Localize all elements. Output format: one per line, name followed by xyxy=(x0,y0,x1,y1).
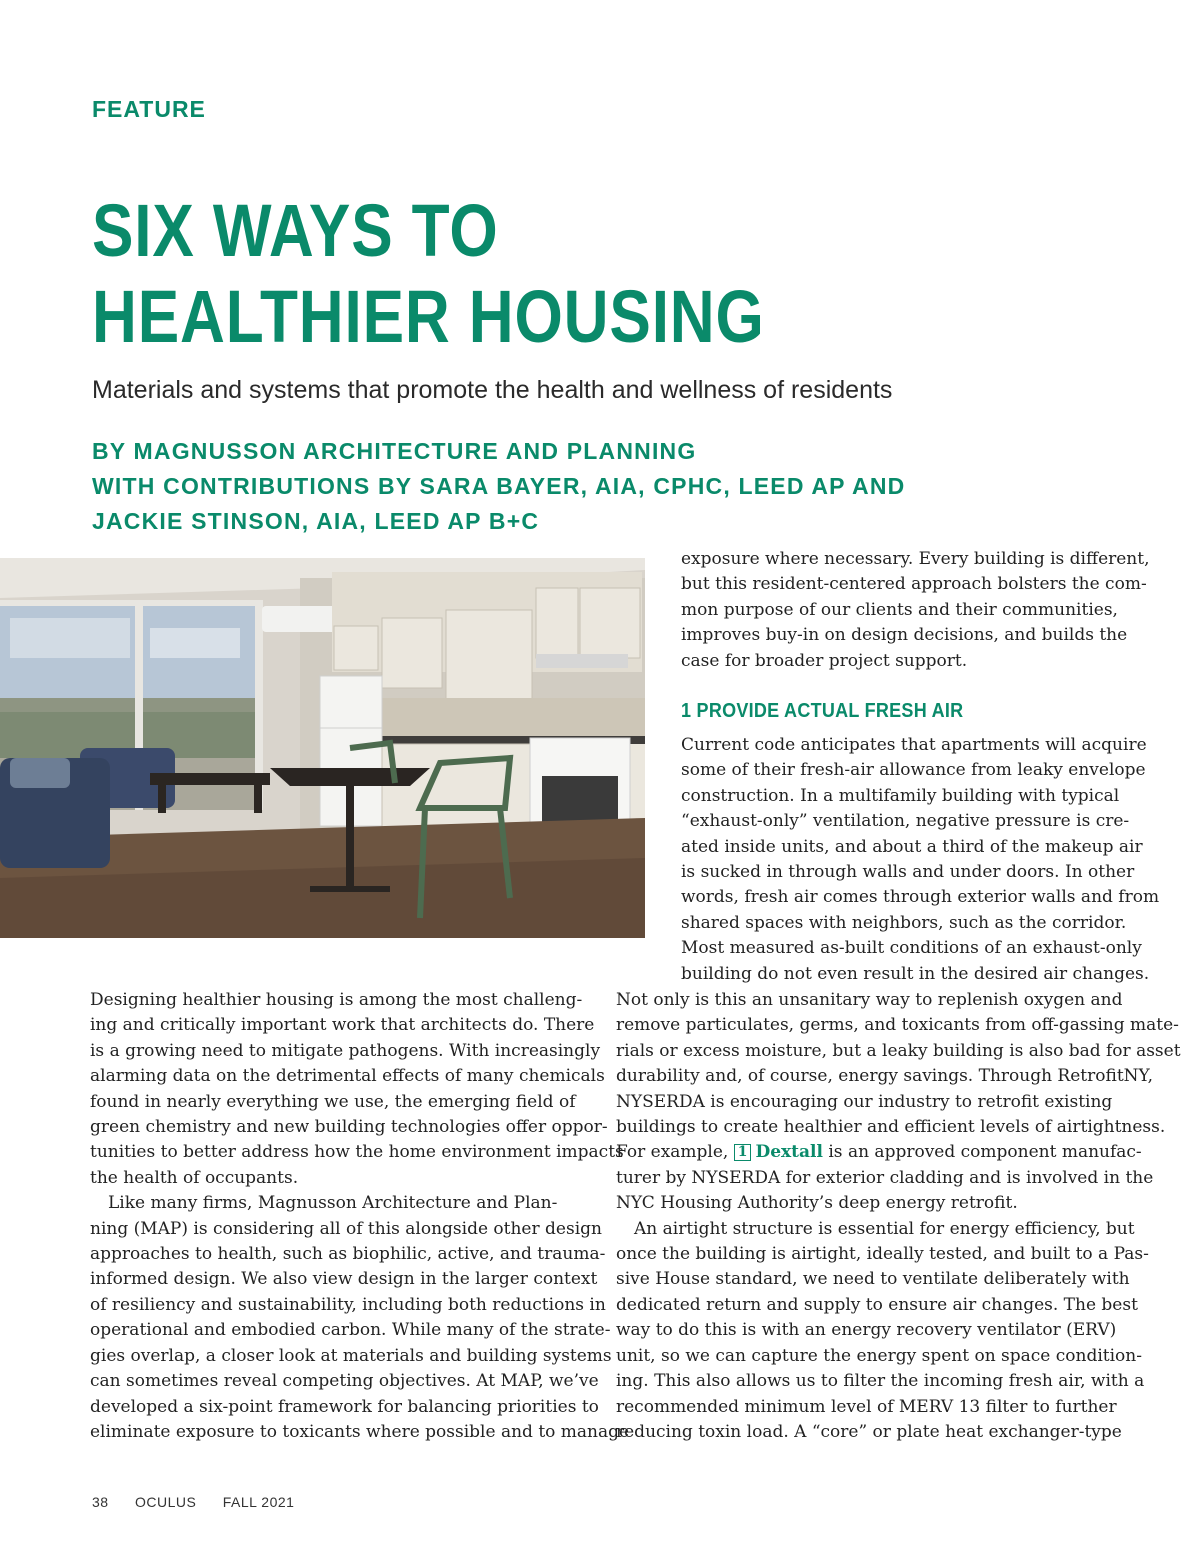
text-line: approaches to health, such as biophilic, active, and trauma- xyxy=(90,1244,606,1265)
page-number: 38 xyxy=(92,1494,109,1510)
title-line: HEALTHIER HOUSING xyxy=(92,275,765,358)
apartment-photo xyxy=(0,558,645,938)
title-line: SIX WAYS TO xyxy=(92,189,499,272)
text-line: NYSERDA is encouraging our industry to retrofit existing xyxy=(616,1091,1113,1112)
article-title xyxy=(92,188,932,360)
text-line: is a growing need to mitigate pathogens. With increasingly xyxy=(90,1040,601,1061)
text-line: remove particulates, germs, and toxicants from off-gassing mate- xyxy=(616,1015,1179,1036)
paragraph xyxy=(681,733,1160,987)
section-body xyxy=(681,733,1160,987)
ref-prefix: For example, xyxy=(616,1142,729,1163)
reference-company-link[interactable]: Dextall xyxy=(755,1142,823,1163)
text-line: durability and, of course, energy savings. Through RetrofitNY, xyxy=(616,1066,1153,1087)
text-line xyxy=(616,1140,1142,1165)
text-line: exposure where necessary. Every building is different, xyxy=(681,549,1150,569)
text-line: but this resident-centered approach bolsters the com- xyxy=(681,574,1147,595)
text-line: the health of occupants. xyxy=(90,1167,299,1188)
reference-number-badge: 1 xyxy=(734,1144,752,1161)
text-line: some of their fresh-air allowance from leaky envelope xyxy=(681,760,1146,781)
text-line: recommended minimum level of MERV 13 filter to further xyxy=(616,1396,1117,1417)
publication-name: OCULUS xyxy=(134,1494,197,1510)
text-line: Most measured as-built conditions of an exhaust-only xyxy=(681,938,1142,959)
text-line: developed a six-point framework for balancing priorities to xyxy=(90,1396,599,1417)
text-line: Designing healthier housing is among the most challeng- xyxy=(90,990,583,1010)
text-line: reducing toxin load. A “core” or plate heat exchanger-type xyxy=(616,1421,1122,1442)
text-line: rials or excess moisture, but a leaky building is also bad for asset xyxy=(616,1040,1181,1061)
text-line: words, fresh air comes through exterior walls and from xyxy=(681,887,1160,908)
paragraph xyxy=(681,547,1150,674)
byline-line: WITH CONTRIBUTIONS BY SARA BAYER, AIA, CPHC, LEED AP AND xyxy=(92,473,906,499)
text-line: can sometimes reveal competing objectives. At MAP, we’ve xyxy=(90,1371,599,1392)
apartment-kitchen-living-room-photo-icon xyxy=(0,558,645,938)
left-column xyxy=(90,988,630,1445)
text-line: found in nearly everything we use, the emerging field of xyxy=(90,1091,576,1112)
ref-suffix: is an approved component manufac- xyxy=(828,1142,1142,1163)
right-column xyxy=(616,988,1181,1445)
text-line: operational and embodied carbon. While many of the strate- xyxy=(90,1320,611,1341)
text-line: case for broader project support. xyxy=(681,650,968,671)
paragraph xyxy=(90,988,624,1191)
column-continuation xyxy=(681,547,1150,674)
section-heading: 1 PROVIDE ACTUAL FRESH AIR xyxy=(681,700,964,722)
section-kicker: FEATURE xyxy=(92,96,206,122)
article-subtitle: Materials and systems that promote the health and wellness of residents xyxy=(92,376,893,404)
text-line: is sucked in through walls and under doors. In other xyxy=(681,862,1135,883)
text-line: sive House standard, we need to ventilate deliberately with xyxy=(616,1269,1130,1290)
byline-line: JACKIE STINSON, AIA, LEED AP B+C xyxy=(92,508,540,534)
text-line: Like many firms, Magnusson Architecture and Plan- xyxy=(108,1193,558,1214)
paragraph xyxy=(90,1191,630,1445)
text-line: Current code anticipates that apartments will acquire xyxy=(681,735,1147,755)
text-line: turer by NYSERDA for exterior cladding and is involved in the xyxy=(616,1167,1154,1188)
text-line: eliminate exposure to toxicants where possible and to manage xyxy=(90,1421,630,1442)
text-line: improves buy-in on design decisions, and builds the xyxy=(681,625,1128,646)
text-line: Not only is this an unsanitary way to replenish oxygen and xyxy=(616,990,1123,1010)
text-line: informed design. We also view design in the larger context xyxy=(90,1269,598,1290)
text-line: ing. This also allows us to filter the incoming fresh air, with a xyxy=(616,1371,1145,1392)
text-line: dedicated return and supply to ensure air changes. The best xyxy=(616,1294,1138,1315)
text-line: NYC Housing Authority’s deep energy retrofit. xyxy=(616,1193,1018,1214)
text-line: ated inside units, and about a third of the makeup air xyxy=(681,836,1143,857)
text-line: building do not even result in the desired air changes. xyxy=(681,963,1150,984)
text-line: gies overlap, a closer look at materials and building systems xyxy=(90,1345,612,1366)
text-line: tunities to better address how the home environment impacts xyxy=(90,1142,624,1163)
byline xyxy=(92,434,1052,539)
text-line: alarming data on the detrimental effects of many chemicals xyxy=(90,1066,605,1087)
text-line: ing and critically important work that architects do. There xyxy=(90,1015,595,1036)
byline-line: BY MAGNUSSON ARCHITECTURE AND PLANNING xyxy=(92,438,697,464)
text-line: of resiliency and sustainability, including both reductions in xyxy=(90,1294,606,1315)
text-line: shared spaces with neighbors, such as the corridor. xyxy=(681,912,1127,933)
text-line: ning (MAP) is considering all of this alongside other design xyxy=(90,1218,602,1239)
paragraph xyxy=(616,1217,1149,1446)
text-line: unit, so we can capture the energy spent on space condition- xyxy=(616,1345,1142,1366)
paragraph xyxy=(616,988,1181,1217)
page-footer xyxy=(92,1494,316,1510)
issue-date: FALL 2021 xyxy=(222,1494,295,1510)
text-line: buildings to create healthier and efficient levels of airtightness. xyxy=(616,1117,1166,1138)
text-line: way to do this is with an energy recovery ventilator (ERV) xyxy=(616,1320,1117,1341)
text-line: green chemistry and new building technologies offer oppor- xyxy=(90,1117,608,1138)
text-line: mon purpose of our clients and their communities, xyxy=(681,599,1118,620)
text-line: construction. In a multifamily building with typical xyxy=(681,785,1120,806)
text-line: once the building is airtight, ideally tested, and built to a Pas- xyxy=(616,1244,1149,1265)
text-line: “exhaust-only” ventilation, negative pressure is cre- xyxy=(681,811,1130,832)
text-line: An airtight structure is essential for energy efficiency, but xyxy=(634,1218,1135,1239)
